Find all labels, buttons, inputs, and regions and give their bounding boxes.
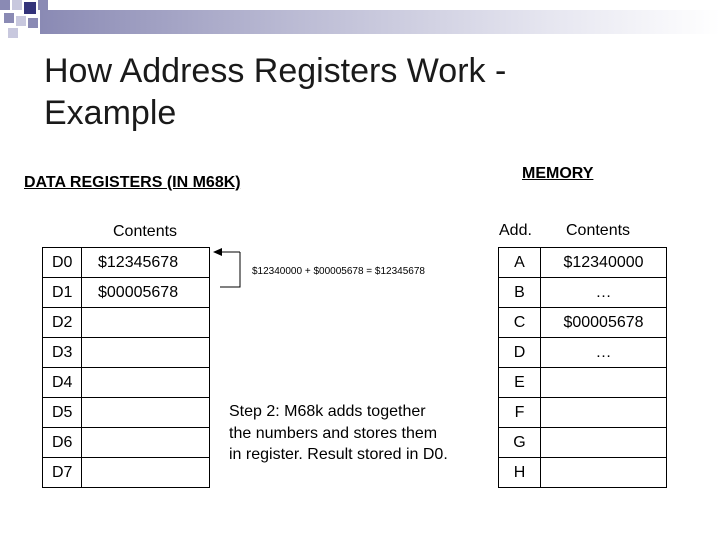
step-line-1: Step 2: M68k adds together: [229, 403, 426, 420]
table-row: [43, 368, 210, 398]
data-registers-table: [42, 247, 210, 488]
memory-value: …: [541, 278, 667, 308]
memory-address: B: [499, 278, 541, 308]
table-row: [499, 368, 667, 398]
register-contents-label: Contents: [113, 223, 178, 240]
decor-square: [24, 2, 36, 14]
memory-value: $00005678: [541, 308, 667, 338]
slide-title-line-2: Example: [44, 94, 177, 132]
data-registers-heading: DATA REGISTERS (IN M68K): [24, 174, 241, 191]
register-name: D2: [43, 308, 82, 338]
table-row: [499, 248, 667, 278]
memory-table: [498, 247, 667, 488]
memory-value: [541, 398, 667, 428]
slide-title: [44, 50, 684, 134]
register-value: [82, 338, 210, 368]
addition-equation: $12340000 + $00005678 = $12345678: [252, 266, 425, 277]
decor-square: [28, 18, 38, 28]
decor-square: [12, 0, 22, 10]
decor-square: [0, 0, 10, 10]
table-row: [43, 248, 210, 278]
decor-square: [16, 16, 26, 26]
table-row: [499, 428, 667, 458]
register-value: [82, 308, 210, 338]
table-row: [499, 308, 667, 338]
memory-value: [541, 458, 667, 488]
memory-address: F: [499, 398, 541, 428]
table-row: [43, 398, 210, 428]
memory-value: …: [541, 338, 667, 368]
memory-address: G: [499, 428, 541, 458]
register-name: D4: [43, 368, 82, 398]
memory-value: $12340000: [541, 248, 667, 278]
step-line-3: in register. Result stored in D0.: [229, 446, 448, 463]
header-decoration: [0, 0, 720, 46]
memory-address: H: [499, 458, 541, 488]
register-value: $00005678: [82, 278, 210, 308]
register-value: [82, 458, 210, 488]
register-name: D0: [43, 248, 82, 278]
register-value: [82, 398, 210, 428]
register-name: D7: [43, 458, 82, 488]
decor-square: [8, 28, 18, 38]
table-row: [43, 278, 210, 308]
memory-address: A: [499, 248, 541, 278]
memory-address: C: [499, 308, 541, 338]
register-name: D5: [43, 398, 82, 428]
table-row: [499, 398, 667, 428]
table-row: [43, 308, 210, 338]
header-gradient-bar: [40, 10, 720, 34]
register-value: $12345678: [82, 248, 210, 278]
memory-address-label: Add.: [499, 222, 532, 239]
register-value: [82, 428, 210, 458]
memory-value: [541, 368, 667, 398]
arrow-head-icon: [213, 248, 222, 256]
table-row: [43, 458, 210, 488]
table-row: [499, 338, 667, 368]
table-row: [499, 458, 667, 488]
register-value: [82, 368, 210, 398]
register-name: D6: [43, 428, 82, 458]
table-row: [43, 428, 210, 458]
table-row: [43, 338, 210, 368]
memory-value: [541, 428, 667, 458]
bracket-arrow: [210, 248, 250, 293]
memory-address: E: [499, 368, 541, 398]
memory-contents-label: Contents: [566, 222, 631, 239]
decor-square: [4, 13, 14, 23]
register-name: D3: [43, 338, 82, 368]
memory-heading: MEMORY: [522, 165, 594, 182]
register-name: D1: [43, 278, 82, 308]
table-row: [499, 278, 667, 308]
memory-address: D: [499, 338, 541, 368]
step-explanation: [229, 401, 489, 466]
step-line-2: the numbers and stores them: [229, 424, 438, 442]
slide-title-line-1: How Address Registers Work -: [44, 52, 507, 90]
decor-square: [38, 0, 48, 10]
